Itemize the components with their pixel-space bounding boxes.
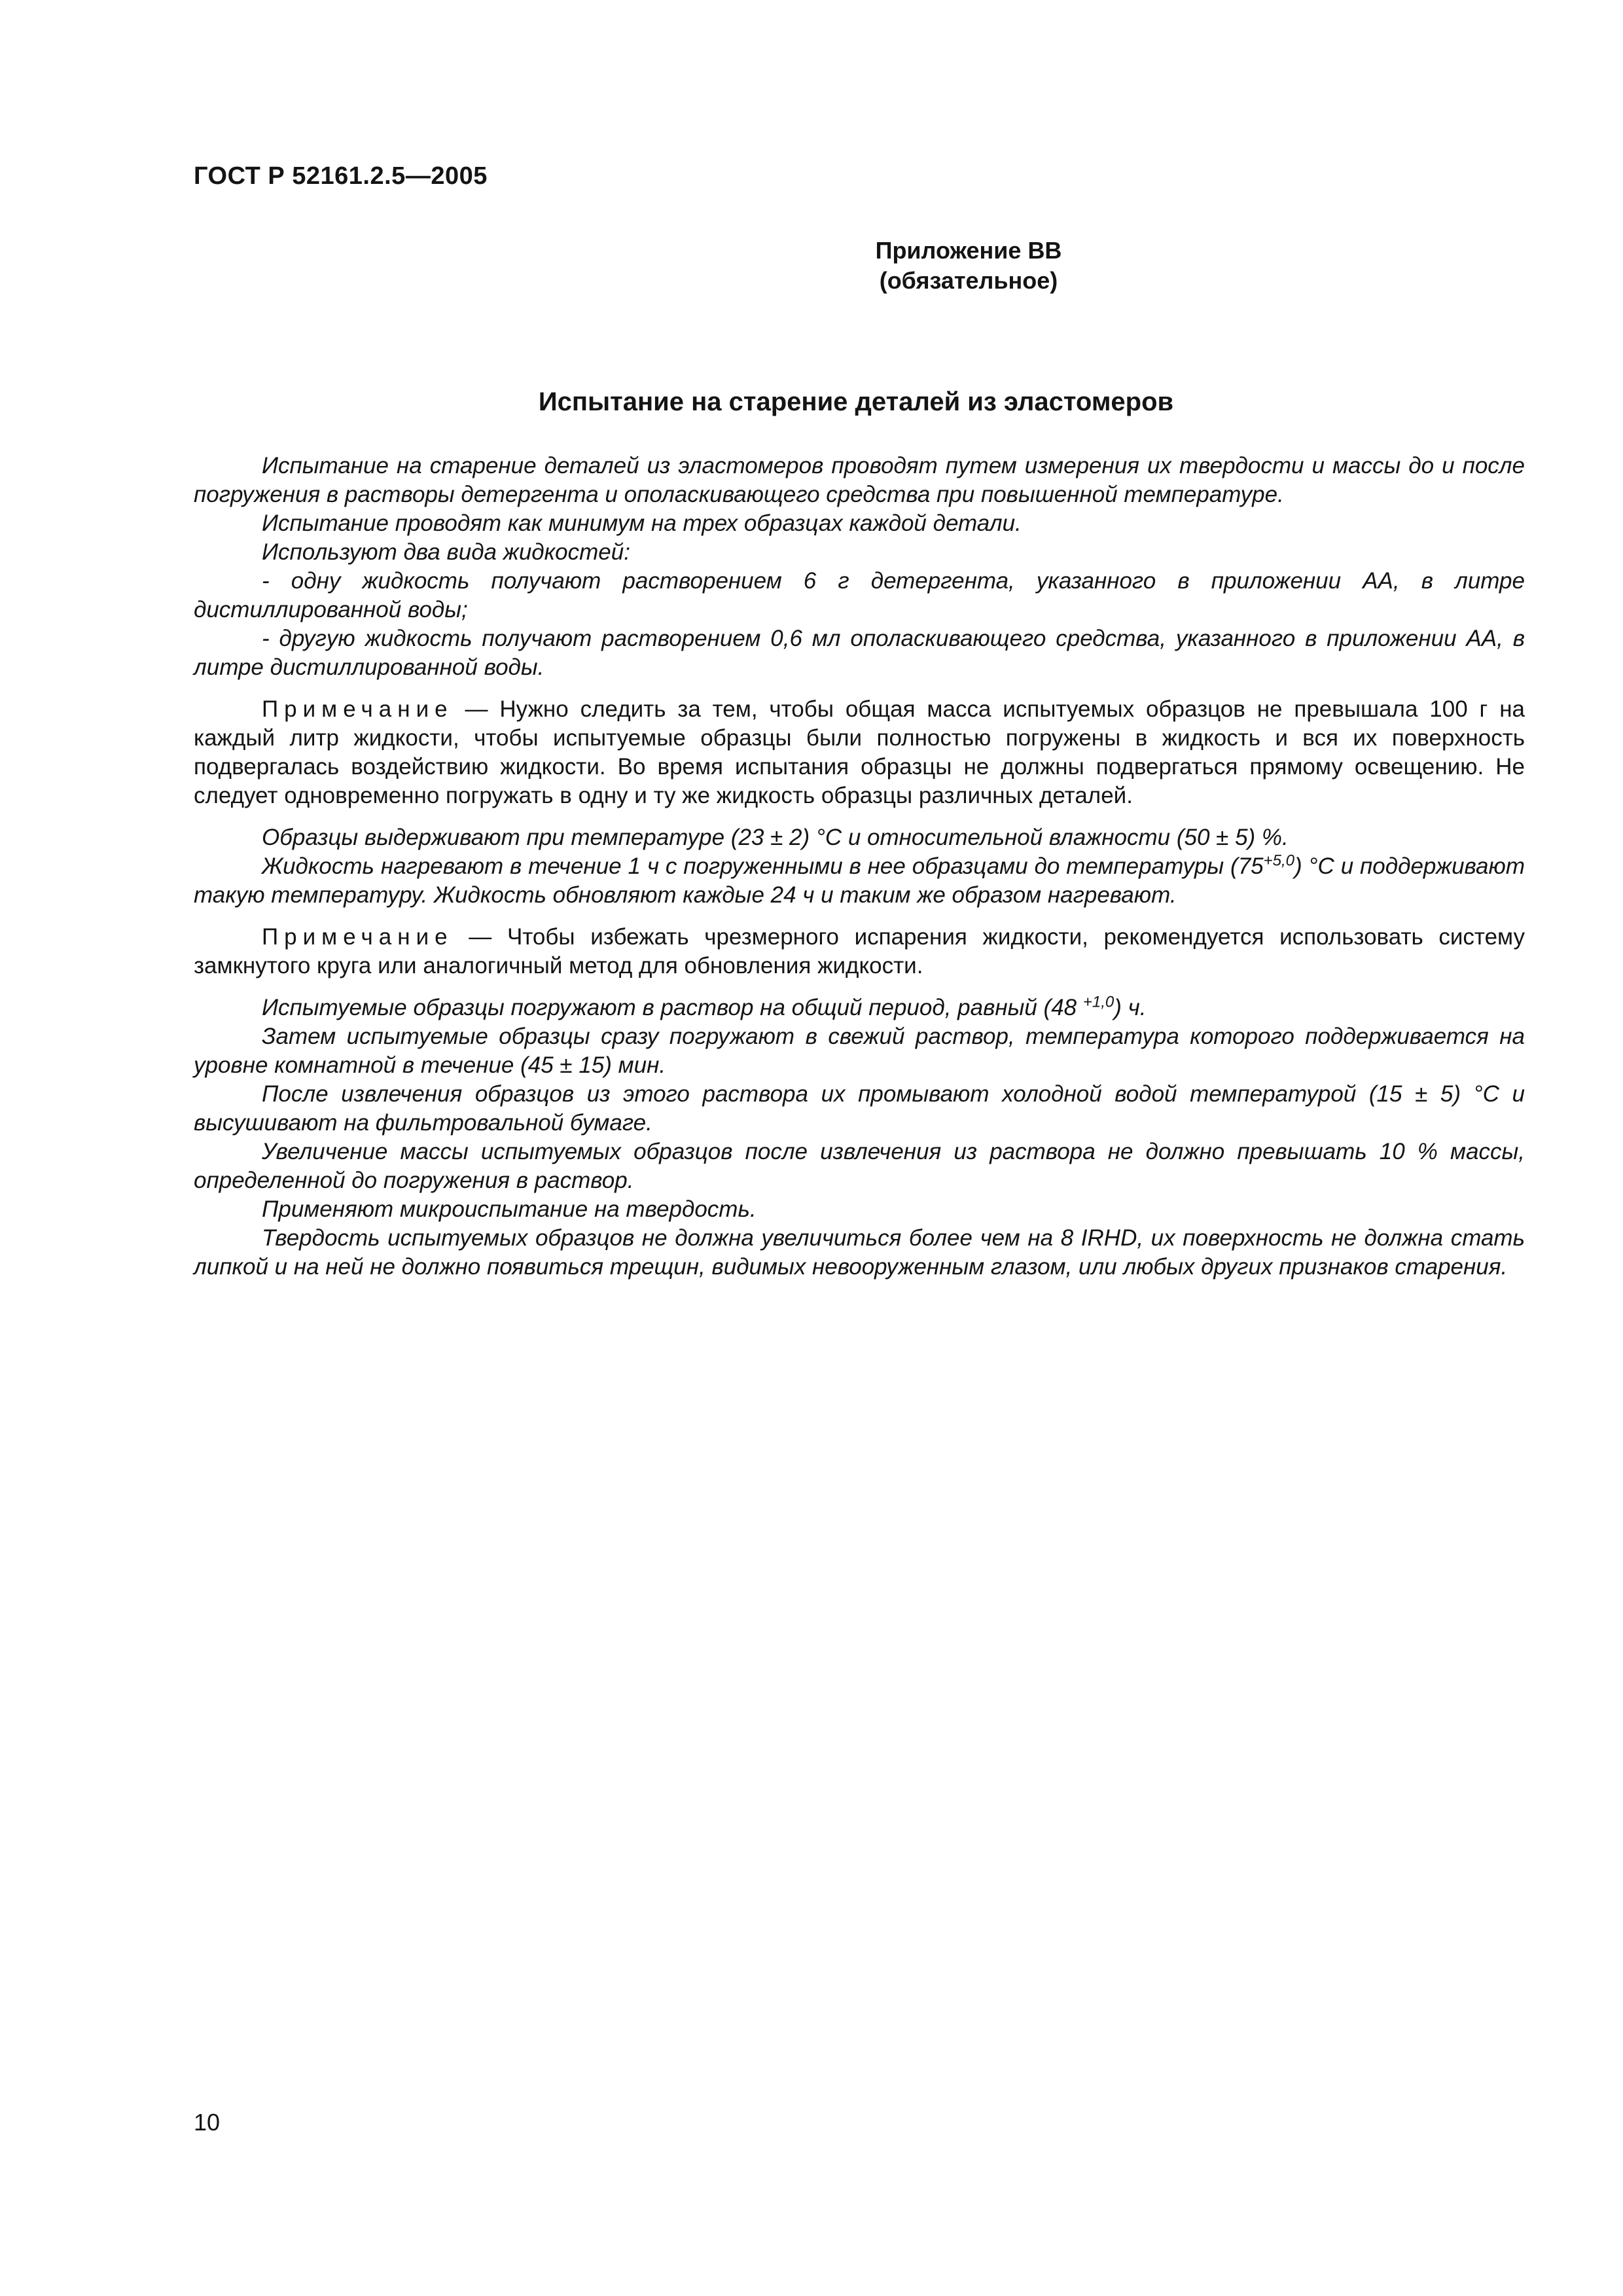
paragraph-text: Испытуемые образцы погружают в раствор на общий период, равный (48 [262, 995, 1083, 1020]
note-label: Примечание [262, 696, 454, 722]
paragraph [194, 994, 1525, 1022]
note-label: Примечание [262, 924, 454, 950]
section-title: Испытание на старение деталей из эластомеров [538, 387, 1174, 416]
tolerance-superscript: +1,0 [1082, 993, 1115, 1011]
paragraph: Увеличение массы испытуемых образцов после извлечения из раствора не должно превышать 10 % массы, определенной до погружения в раствор. [194, 1139, 1525, 1193]
paragraph: Твердость испытуемых образцов не должна увеличиться более чем на 8 IRHD, их поверхность не должна стать липкой и на ней не должно появиться трещин, видимых невооруженным глазом, или любых других признаков старения. [194, 1225, 1525, 1280]
paragraph-text: ) ч. [1114, 995, 1147, 1020]
annex-heading [654, 236, 1283, 296]
annex-title: Приложение ВВ [875, 237, 1062, 264]
paragraph: Образцы выдерживают при температуре (23 ± 2) °С и относительной влажности (50 ± 5) %. [262, 825, 1289, 850]
list-item: - другую жидкость получают растворением 0,6 мл ополаскивающего средства, указанного в приложении АА, в литре дистиллированной воды. [194, 626, 1525, 680]
paragraph [194, 852, 1525, 910]
note [194, 923, 1525, 980]
paragraph: Используют два вида жидкостей: [262, 539, 630, 565]
paragraph: Применяют микроиспытание на твердость. [262, 1196, 757, 1222]
document-code: ГОСТ Р 52161.2.5—2005 [194, 162, 488, 190]
list-item: - одну жидкость получают растворением 6 г детергента, указанного в приложении АА, в литре дистиллированной воды; [194, 568, 1525, 622]
paragraph-text: ) °С и поддерживают такую температуру. Жидкость обновляют каждые 24 ч и таким же образом нагревают. [194, 853, 1525, 908]
paragraph-text: Жидкость нагревают в течение 1 ч с погруженными в нее образцами до температуры (75 [262, 853, 1264, 879]
page-number: 10 [194, 2109, 221, 2136]
annex-status: (обязательное) [879, 267, 1058, 294]
note-text: — Нужно следить за тем, чтобы общая масса испытуемых образцов не превышала 100 г на каждый литр жидкости, чтобы испытуемые образцы были полностью погружены в жидкость и вся их поверхность подвергалась воздействию жидкости. Во время испытания образцы не должны подвергаться прямому освещению. Не следует одновременно погружать в одну и ту же жидкость образцы различных деталей. [194, 696, 1525, 808]
note [194, 695, 1525, 810]
paragraph: Испытание проводят как минимум на трех образцах каждой детали. [262, 511, 1022, 536]
body-text [194, 452, 1525, 1282]
paragraph: После извлечения образцов из этого раствора их промывают холодной водой температурой (15 ± 5) °С и высушивают на фильтровальной бумаге. [194, 1081, 1525, 1136]
paragraph: Затем испытуемые образцы сразу погружают в свежий раствор, температура которого поддерживается на уровне комнатной в течение (45 ± 15) мин. [194, 1024, 1525, 1078]
note-text: — Чтобы избежать чрезмерного испарения жидкости, рекомендуется использовать систему замкнутого круга или аналогичный метод для обновления жидкости. [194, 924, 1525, 978]
paragraph: Испытание на старение деталей из эластомеров проводят путем измерения их твердости и массы до и после погружения в растворы детергента и ополаскивающего средства при повышенной температуре. [194, 453, 1525, 507]
tolerance-superscript: +5,0 [1263, 852, 1295, 870]
